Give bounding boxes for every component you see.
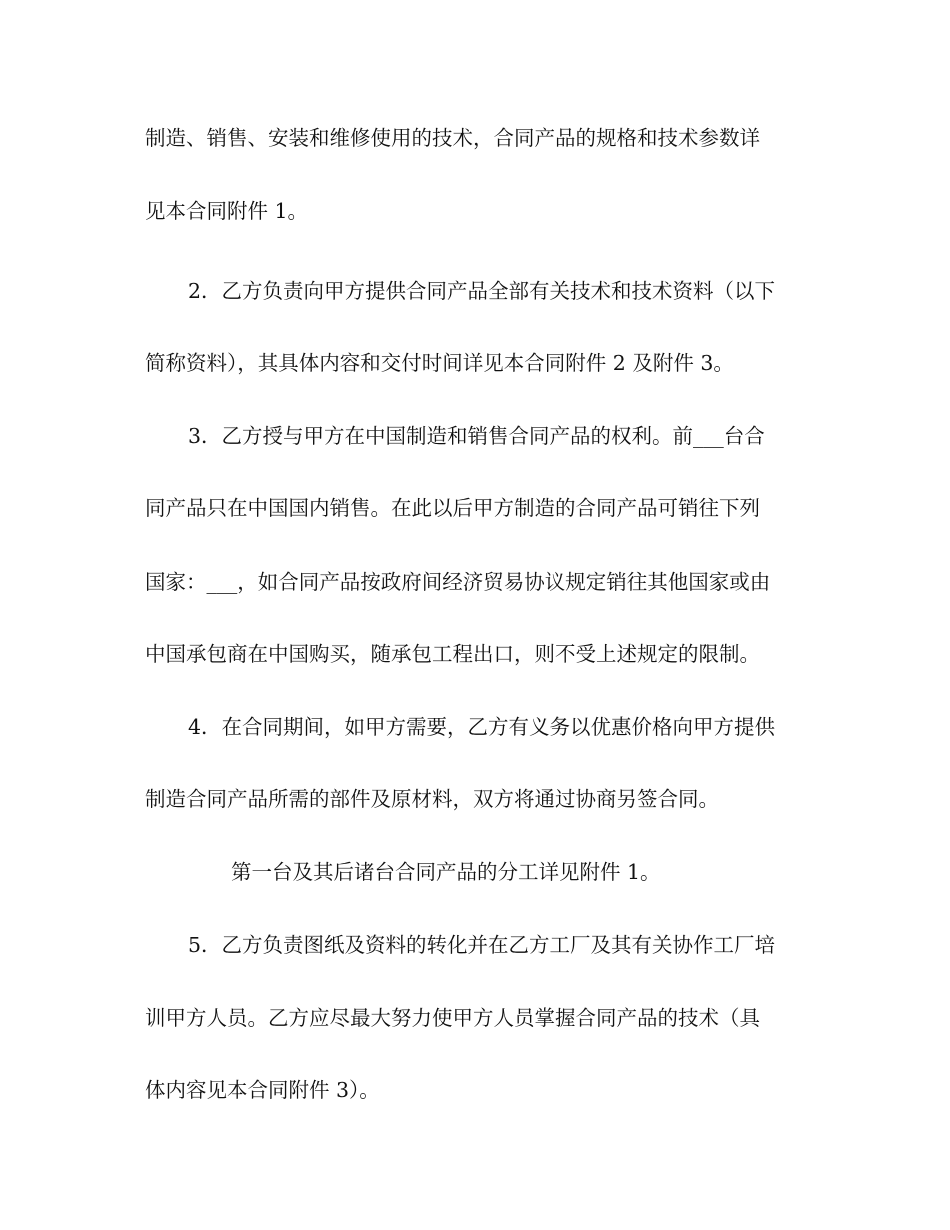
text-line-2: 见本合同附件 1。 (145, 199, 309, 223)
clause-4-note: 第一台及其后诸台合同产品的分工详见附件 1。 (231, 860, 661, 884)
clause-3-line-4: 中国承包商在中国购买，随承包工程出口，则不受上述规定的限制。 (145, 642, 760, 666)
clause-5-line-1: 5．乙方负责图纸及资料的转化并在乙方工厂及其有关协作工厂培 (188, 933, 776, 957)
text-line-1: 制造、销售、安装和维修使用的技术，合同产品的规格和技术参数详 (145, 126, 760, 150)
clause-2-line-1: 2．乙方负责向甲方提供合同产品全部有关技术和技术资料（以下 (188, 279, 776, 303)
clause-3-line-3: 国家：___，如合同产品按政府间经济贸易协议规定销往其他国家或由 (145, 570, 771, 594)
clause-4-line-1: 4．在合同期间，如甲方需要，乙方有义务以优惠价格向甲方提供 (188, 715, 776, 739)
clause-5-line-2: 训甲方人员。乙方应尽最大努力使甲方人员掌握合同产品的技术（具 (145, 1006, 760, 1030)
clause-3-line-1: 3．乙方授与甲方在中国制造和销售合同产品的权利。前___台合 (188, 424, 765, 448)
clause-3-line-2: 同产品只在中国国内销售。在此以后甲方制造的合同产品可销往下列 (145, 496, 760, 520)
clause-2-line-2: 简称资料），其具体内容和交付时间详见本合同附件 2 及附件 3。 (145, 351, 734, 375)
clause-4-line-2: 制造合同产品所需的部件及原材料，双方将通过协商另签合同。 (145, 787, 719, 811)
clause-5-line-3: 体内容见本合同附件 3）。 (145, 1078, 380, 1102)
